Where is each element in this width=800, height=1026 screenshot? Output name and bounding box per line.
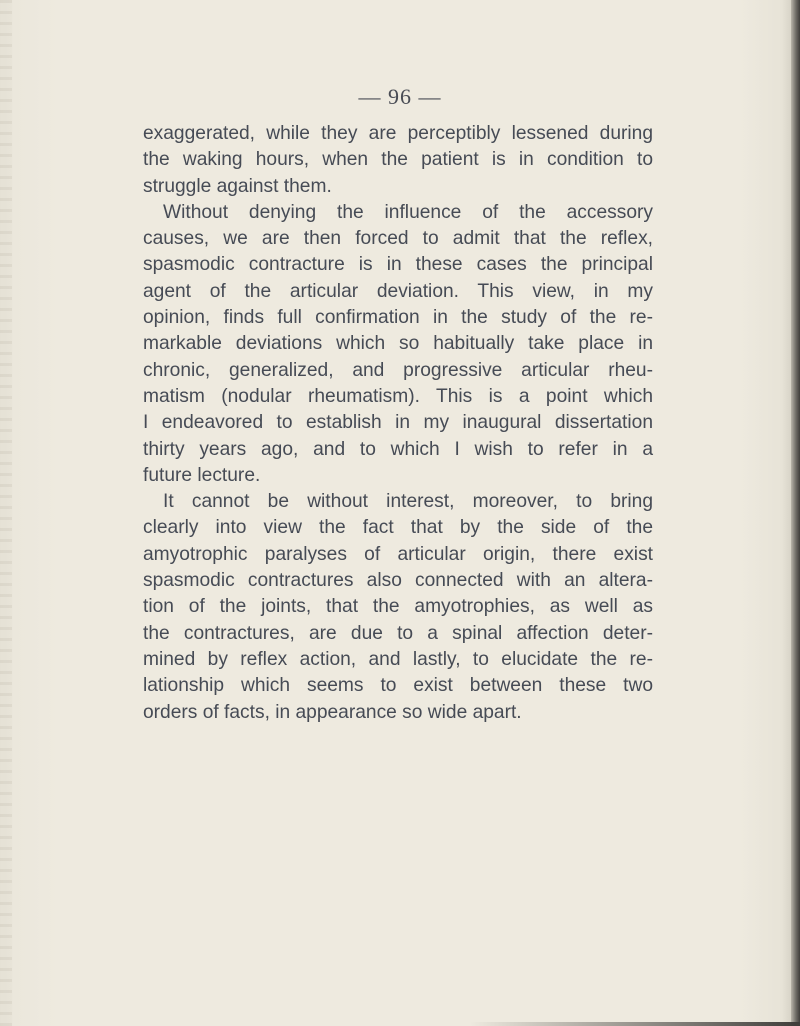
text-line: Without denying the influence of the accessory	[163, 201, 653, 223]
scan-edge-shadow	[791, 0, 800, 1026]
text-line: thirty years ago, and to which I wish to refer in a	[143, 438, 653, 460]
text-line: mined by reflex action, and lastly, to elucidate the re-	[143, 648, 653, 670]
text-line: It cannot be without interest, moreover, to bring	[163, 491, 653, 513]
paragraph-1	[143, 121, 653, 200]
text-line: opinion, finds full confirmation in the study of the re-	[143, 307, 653, 329]
paragraph-3	[143, 489, 653, 726]
scan-bottom-shadow	[470, 1022, 800, 1026]
binding-edge	[0, 0, 12, 1026]
text-line: future lecture.	[143, 464, 261, 486]
text-line: lationship which seems to exist between these two	[143, 675, 653, 697]
text-line: spasmodic contractures also connected with an altera-	[143, 570, 653, 592]
text-line: I endeavored to establish in my inaugural dissertation	[143, 412, 653, 434]
text-line: markable deviations which so habitually take place in	[143, 333, 653, 355]
text-line: agent of the articular deviation. This view, in my	[143, 280, 653, 302]
text-line: the waking hours, when the patient is in condition to	[143, 149, 653, 171]
text-line: the contractures, are due to a spinal affection deter-	[143, 622, 653, 644]
text-line: matism (nodular rheumatism). This is a point which	[143, 385, 653, 407]
text-line: struggle against them.	[143, 175, 332, 197]
text-line: clearly into view the fact that by the side of the	[143, 517, 653, 539]
page-number: — 96 —	[358, 84, 442, 109]
text-line: exaggerated, while they are perceptibly lessened during	[143, 123, 653, 144]
body-text	[143, 121, 653, 726]
text-line: tion of the joints, that the amyotrophies, as well as	[143, 596, 653, 618]
text-line: spasmodic contracture is in these cases the principal	[143, 254, 653, 276]
text-line: amyotrophic paralyses of articular origin, there exist	[143, 543, 653, 565]
text-line: orders of facts, in appearance so wide apart.	[143, 701, 522, 723]
text-line: causes, we are then forced to admit that the reflex,	[143, 228, 653, 250]
paragraph-2	[143, 200, 653, 489]
text-line: chronic, generalized, and progressive articular rheu-	[143, 359, 653, 381]
